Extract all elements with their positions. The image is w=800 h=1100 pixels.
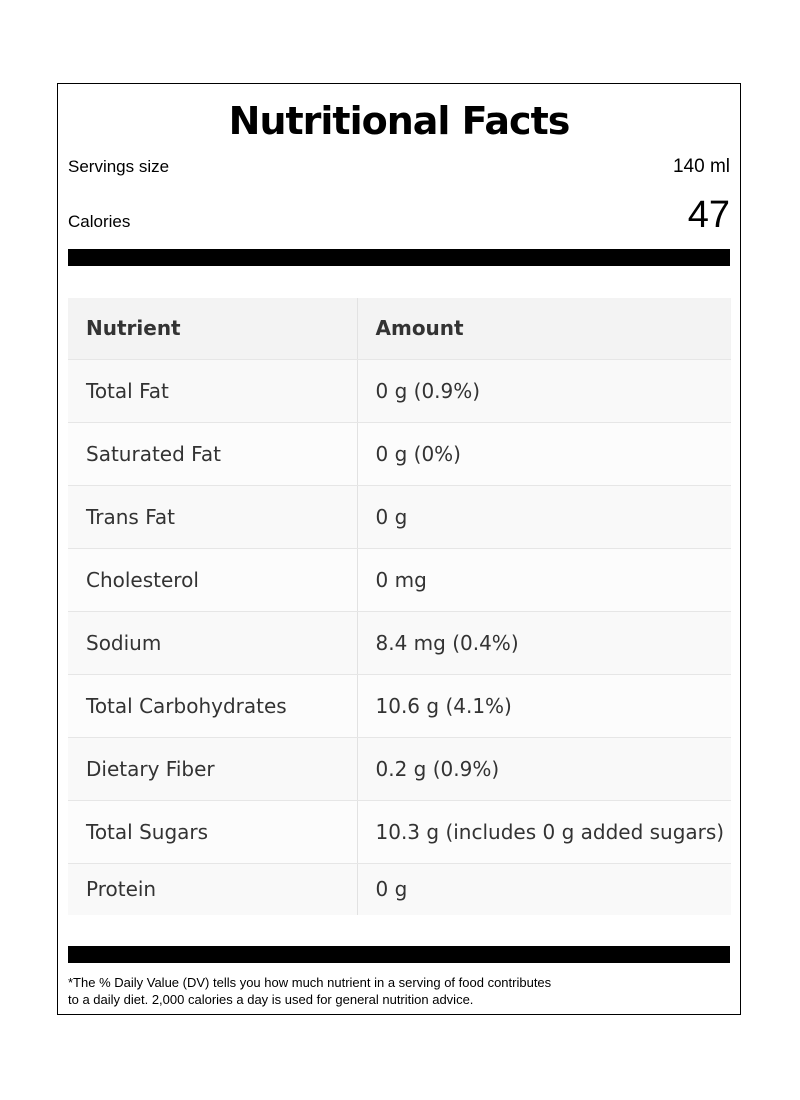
bottom-divider-bar xyxy=(68,946,730,963)
calories-value: 47 xyxy=(687,194,730,236)
column-header-amount: Amount xyxy=(357,298,731,359)
table-row xyxy=(68,737,731,800)
table-row xyxy=(68,674,731,737)
nutrient-table xyxy=(68,298,731,915)
label-title: Nutritional Facts xyxy=(228,99,570,143)
nutrient-amount: 10.6 g (4.1%) xyxy=(357,674,731,737)
nutrient-name: Sodium xyxy=(68,611,357,674)
nutrient-amount: 0 g xyxy=(357,485,731,548)
nutrient-name: Cholesterol xyxy=(68,548,357,611)
table-header-row xyxy=(68,298,731,359)
table-row xyxy=(68,422,731,485)
nutrient-name: Dietary Fiber xyxy=(68,737,357,800)
column-header-nutrient: Nutrient xyxy=(68,298,357,359)
serving-size-label: Servings size xyxy=(68,157,170,176)
nutrient-amount: 0 mg xyxy=(357,548,731,611)
table-row xyxy=(68,548,731,611)
nutrient-name: Protein xyxy=(68,863,357,915)
nutrient-amount: 0.2 g (0.9%) xyxy=(357,737,731,800)
nutrient-amount: 0 g xyxy=(357,863,731,915)
nutrient-name: Total Carbohydrates xyxy=(68,674,357,737)
footnote-line: *The % Daily Value (DV) tells you how much nutrient in a serving of food contributes xyxy=(68,975,552,990)
table-row xyxy=(68,611,731,674)
table-row xyxy=(68,359,731,422)
serving-size-value: 140 ml xyxy=(672,156,730,177)
table-row xyxy=(68,485,731,548)
nutrient-name: Total Sugars xyxy=(68,800,357,863)
nutrient-name: Saturated Fat xyxy=(68,422,357,485)
table-row xyxy=(68,800,731,863)
calories-row xyxy=(68,192,730,238)
nutrient-name: Trans Fat xyxy=(68,485,357,548)
nutrient-name: Total Fat xyxy=(68,359,357,422)
nutrient-amount: 8.4 mg (0.4%) xyxy=(357,611,731,674)
table-row xyxy=(68,863,731,915)
serving-size-row xyxy=(68,156,730,178)
nutrient-amount: 0 g (0.9%) xyxy=(357,359,731,422)
nutrition-label xyxy=(57,83,741,1015)
top-divider-bar xyxy=(68,249,730,266)
nutrient-amount: 0 g (0%) xyxy=(357,422,731,485)
nutrient-amount: 10.3 g (includes 0 g added sugars) xyxy=(357,800,731,863)
calories-label: Calories xyxy=(68,212,131,231)
footnote-line: to a daily diet. 2,000 calories a day is used for general nutrition advice. xyxy=(68,992,474,1007)
daily-value-footnote xyxy=(68,974,668,1008)
